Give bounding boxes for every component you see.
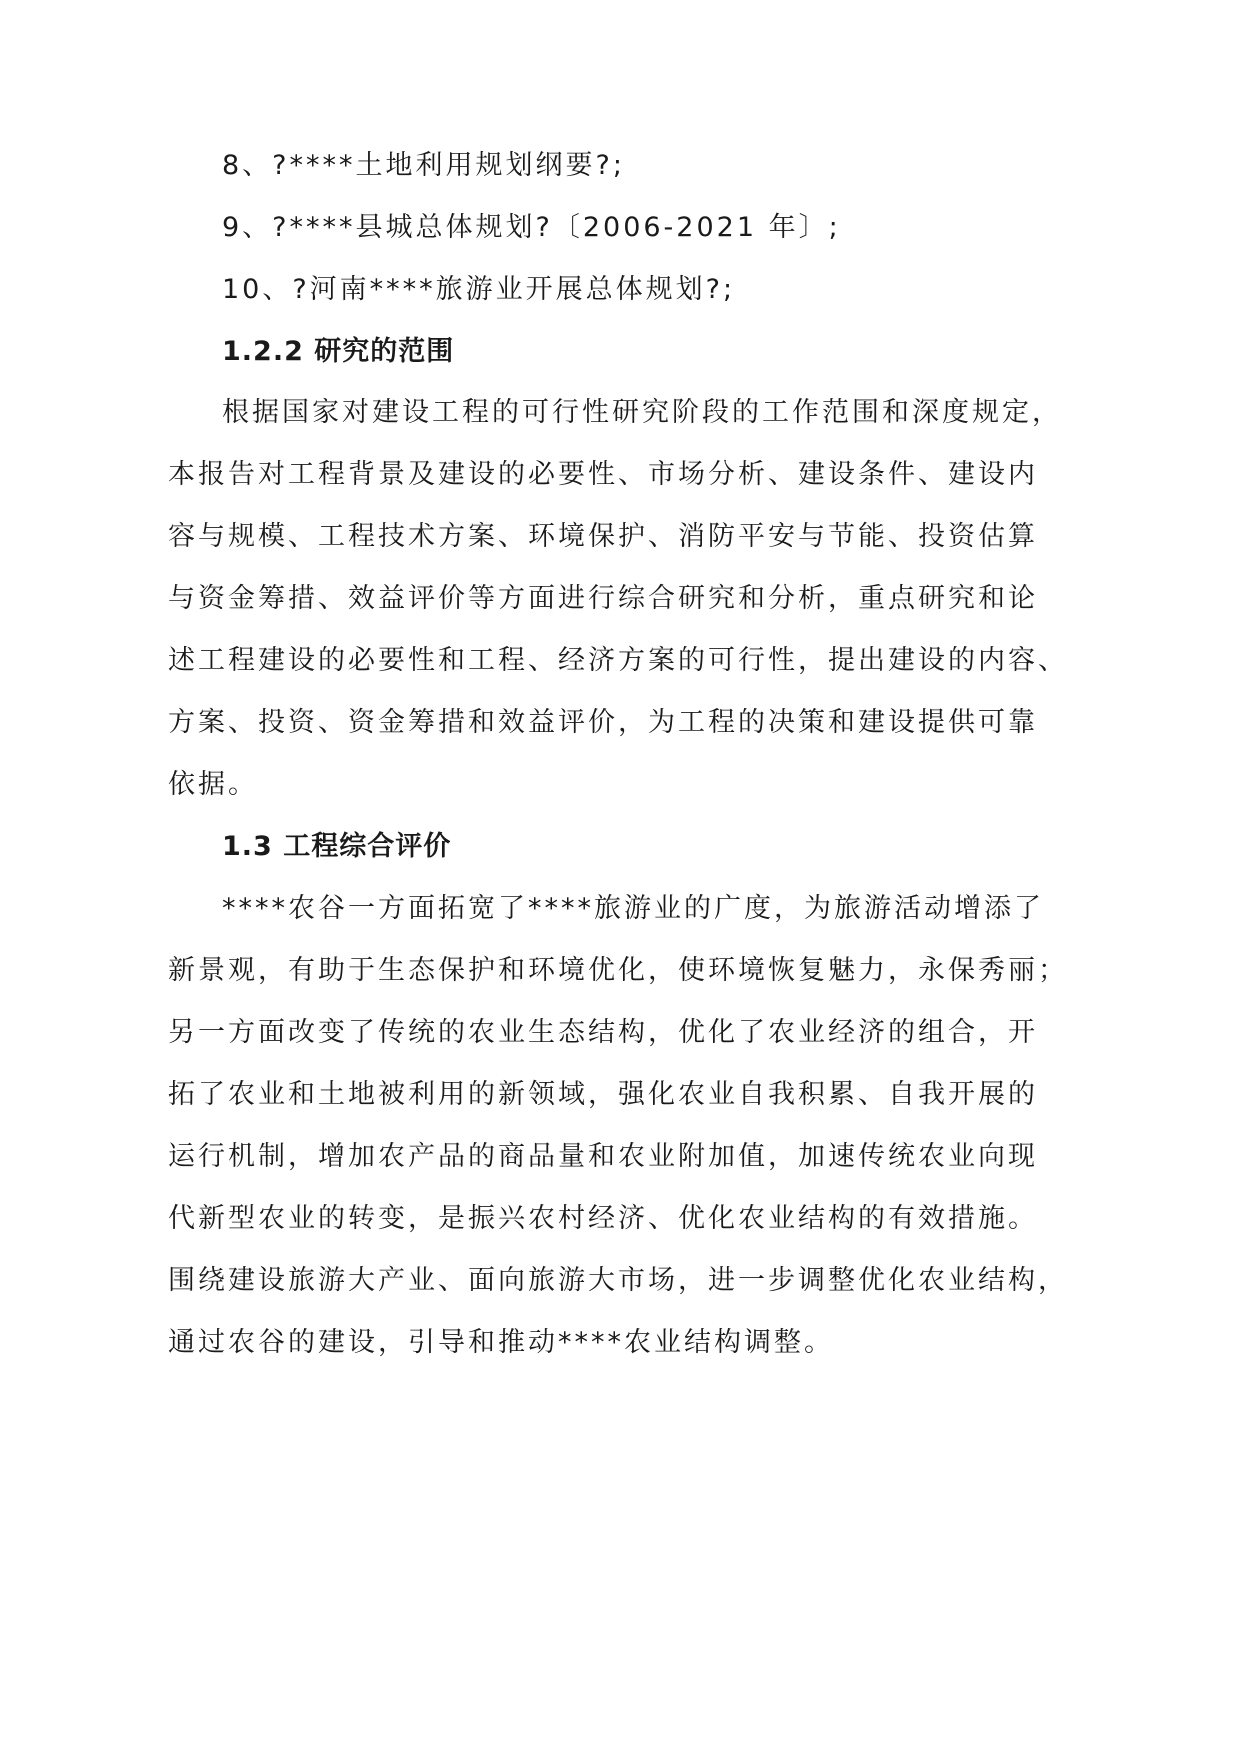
- reference-item-9: 9、?****县城总体规划?〔2006-2021 年〕;: [222, 212, 841, 243]
- paragraph-line: 容与规模、工程技术方案、环境保护、消防平安与节能、投资估算: [168, 521, 1038, 552]
- paragraph-line: 依据。: [168, 769, 258, 800]
- paragraph-line: 新景观，有助于生态保护和环境优化，使环境恢复魅力，永保秀丽；: [168, 955, 1068, 986]
- paragraph-line: 述工程建设的必要性和工程、经济方案的可行性，提出建设的内容、: [168, 645, 1068, 676]
- section-heading-project-evaluation: 1.3 工程综合评价: [222, 831, 452, 862]
- paragraph-line: 拓了农业和土地被利用的新领域，强化农业自我积累、自我开展的: [168, 1079, 1038, 1110]
- paragraph-line: 另一方面改变了传统的农业生态结构，优化了农业经济的组合，开: [168, 1017, 1038, 1048]
- paragraph-line: 本报告对工程背景及建设的必要性、市场分析、建设条件、建设内: [168, 459, 1038, 490]
- paragraph-line: 通过农谷的建设，引导和推动****农业结构调整。: [168, 1327, 834, 1358]
- paragraph-line: 代新型农业的转变，是振兴农村经济、优化农业结构的有效措施。: [168, 1203, 1038, 1234]
- reference-item-10: 10、?河南****旅游业开展总体规划?;: [222, 274, 736, 305]
- paragraph-line: 与资金筹措、效益评价等方面进行综合研究和分析，重点研究和论: [168, 583, 1038, 614]
- paragraph-line: 围绕建设旅游大产业、面向旅游大市场，进一步调整优化农业结构，: [168, 1265, 1068, 1296]
- paragraph-line: 运行机制，增加农产品的商品量和农业附加值，加速传统农业向现: [168, 1141, 1038, 1172]
- reference-item-8: 8、?****土地利用规划纲要?;: [222, 150, 625, 181]
- paragraph-line: 方案、投资、资金筹措和效益评价，为工程的决策和建设提供可靠: [168, 707, 1038, 738]
- paragraph-line: 根据国家对建设工程的可行性研究阶段的工作范围和深度规定，: [222, 397, 1062, 428]
- paragraph-line: ****农谷一方面拓宽了****旅游业的广度，为旅游活动增添了: [222, 893, 1044, 924]
- section-heading-research-scope: 1.2.2 研究的范围: [222, 336, 455, 367]
